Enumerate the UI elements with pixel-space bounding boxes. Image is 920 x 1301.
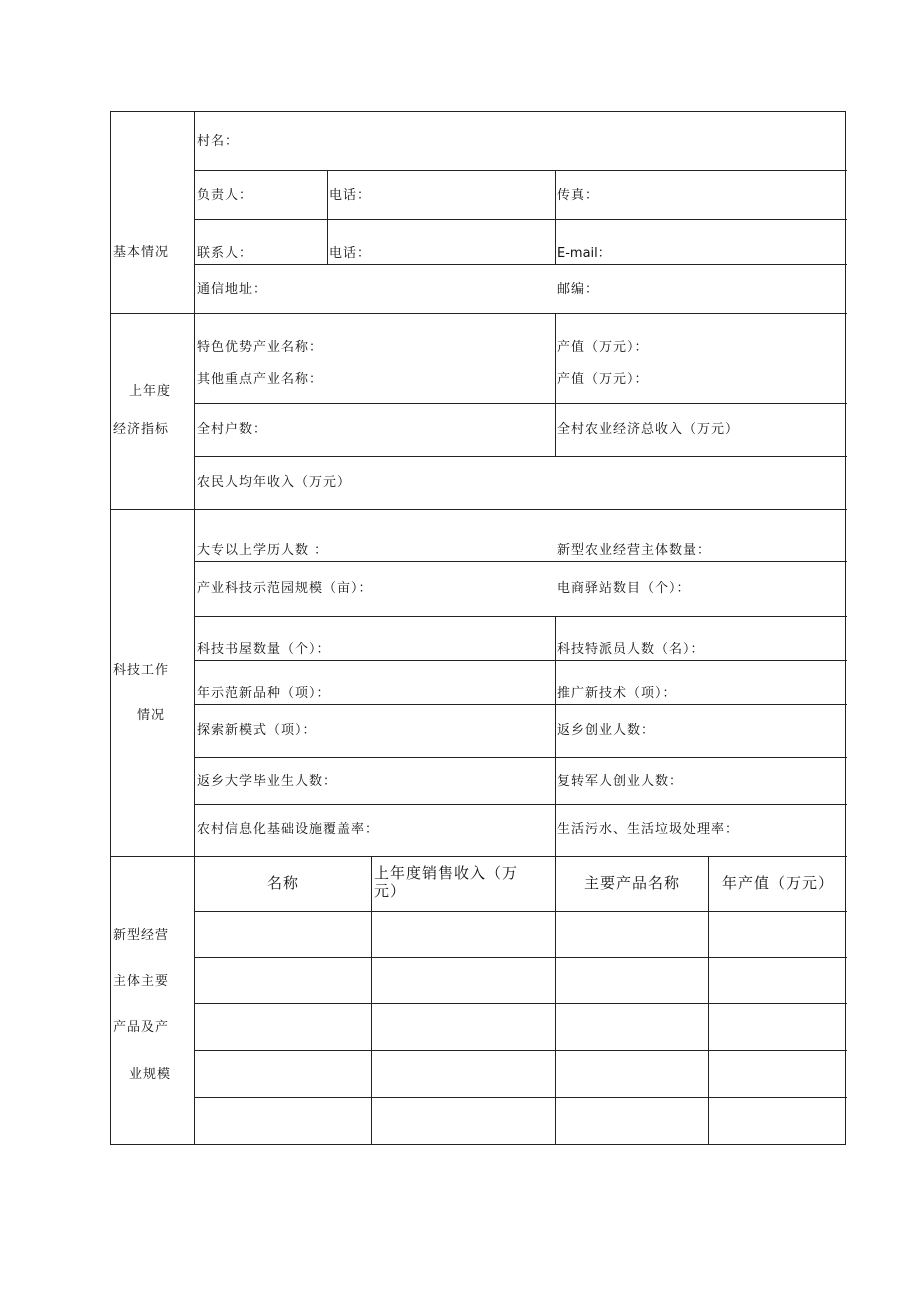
section-tech-label-1: 科技工作 [113, 663, 170, 678]
demo-park-field[interactable]: 产业科技示范园规模（亩）： [197, 581, 373, 596]
section-economy-label-1: 上年度 [129, 384, 172, 399]
row-divider [195, 403, 847, 404]
book-house-field[interactable]: 科技书屋数量（个）： [197, 642, 331, 657]
section-basic-label: 基本情况 [113, 245, 170, 260]
row-divider [195, 911, 847, 912]
row-divider [195, 804, 847, 805]
row-divider [195, 660, 847, 661]
row-divider [195, 170, 847, 171]
section-tech-label-2: 情况 [137, 708, 166, 723]
person-in-charge-field[interactable]: 负责人： [197, 188, 254, 203]
village-info-form [110, 111, 846, 1145]
waste-treatment-field[interactable]: 生活污水、生活垃圾处理率： [557, 822, 740, 837]
phone-field-2[interactable]: 电话： [329, 246, 372, 261]
output-value-field-2[interactable]: 产值（万元）： [557, 372, 649, 387]
veteran-startups-field[interactable]: 复转军人创业人数： [557, 774, 684, 789]
new-entities-field[interactable]: 新型农业经营主体数量： [557, 543, 712, 558]
section-divider [111, 509, 847, 510]
postcode-field[interactable]: 邮编： [557, 282, 600, 297]
contact-person-field[interactable]: 联系人： [197, 246, 254, 261]
new-tech-field[interactable]: 推广新技术（项）： [557, 686, 677, 701]
output-value-field-1[interactable]: 产值（万元）： [557, 340, 649, 355]
new-varieties-field[interactable]: 年示范新品种（项）： [197, 686, 331, 701]
table-header-sales: 上年度销售收入（万元） [374, 864, 519, 900]
col-divider [555, 313, 556, 456]
row-divider [195, 1050, 847, 1051]
other-industry-field[interactable]: 其他重点产业名称： [197, 372, 324, 387]
returnee-startups-field[interactable]: 返乡创业人数： [557, 723, 656, 738]
info-coverage-field[interactable]: 农村信息化基础设施覆盖率： [197, 822, 380, 837]
row-divider [195, 561, 847, 562]
college-edu-field[interactable]: 大专以上学历人数 ： [197, 543, 329, 558]
col-divider [327, 170, 328, 264]
households-field[interactable]: 全村户数： [197, 422, 268, 437]
col-divider [708, 856, 709, 1144]
section-entities-label-4: 业规模 [129, 1067, 172, 1082]
label-column-divider [194, 112, 195, 1144]
col-divider [371, 856, 372, 1144]
row-divider [195, 957, 847, 958]
phone-field-1[interactable]: 电话： [329, 188, 372, 203]
total-income-field[interactable]: 全村农业经济总收入（万元） [557, 422, 740, 437]
section-entities-label-2: 主体主要 [113, 974, 170, 989]
col-divider [555, 170, 556, 264]
section-entities-label-1: 新型经营 [113, 928, 170, 943]
row-divider [195, 456, 847, 457]
new-models-field[interactable]: 探索新模式（项）： [197, 723, 317, 738]
row-divider [195, 757, 847, 758]
col-divider [555, 856, 556, 1144]
address-field[interactable]: 通信地址： [197, 282, 268, 297]
ecommerce-field[interactable]: 电商驿站数目（个）： [557, 581, 691, 596]
row-divider [195, 1097, 847, 1098]
section-divider [111, 856, 847, 857]
row-divider [195, 1003, 847, 1004]
row-divider [195, 616, 847, 617]
row-divider [195, 264, 847, 265]
fax-field[interactable]: 传真： [557, 188, 600, 203]
table-header-output: 年产值（万元） [721, 874, 834, 892]
table-header-name: 名称 [266, 874, 299, 892]
section-economy-label-2: 经济指标 [113, 422, 170, 437]
section-entities-label-3: 产品及产 [113, 1020, 170, 1035]
section-divider [111, 313, 847, 314]
feature-industry-field[interactable]: 特色优势产业名称： [197, 340, 324, 355]
commissioners-field[interactable]: 科技特派员人数（名）： [557, 642, 705, 657]
email-field[interactable]: E-mail： [557, 246, 611, 261]
row-divider [195, 704, 847, 705]
table-header-products: 主要产品名称 [583, 874, 680, 892]
per-capita-income-field[interactable]: 农民人均年收入（万元） [197, 475, 352, 490]
row-divider [195, 219, 847, 220]
col-divider [555, 616, 556, 856]
village-name-field[interactable]: 村名： [197, 134, 240, 149]
grad-returnees-field[interactable]: 返乡大学毕业生人数： [197, 774, 338, 789]
